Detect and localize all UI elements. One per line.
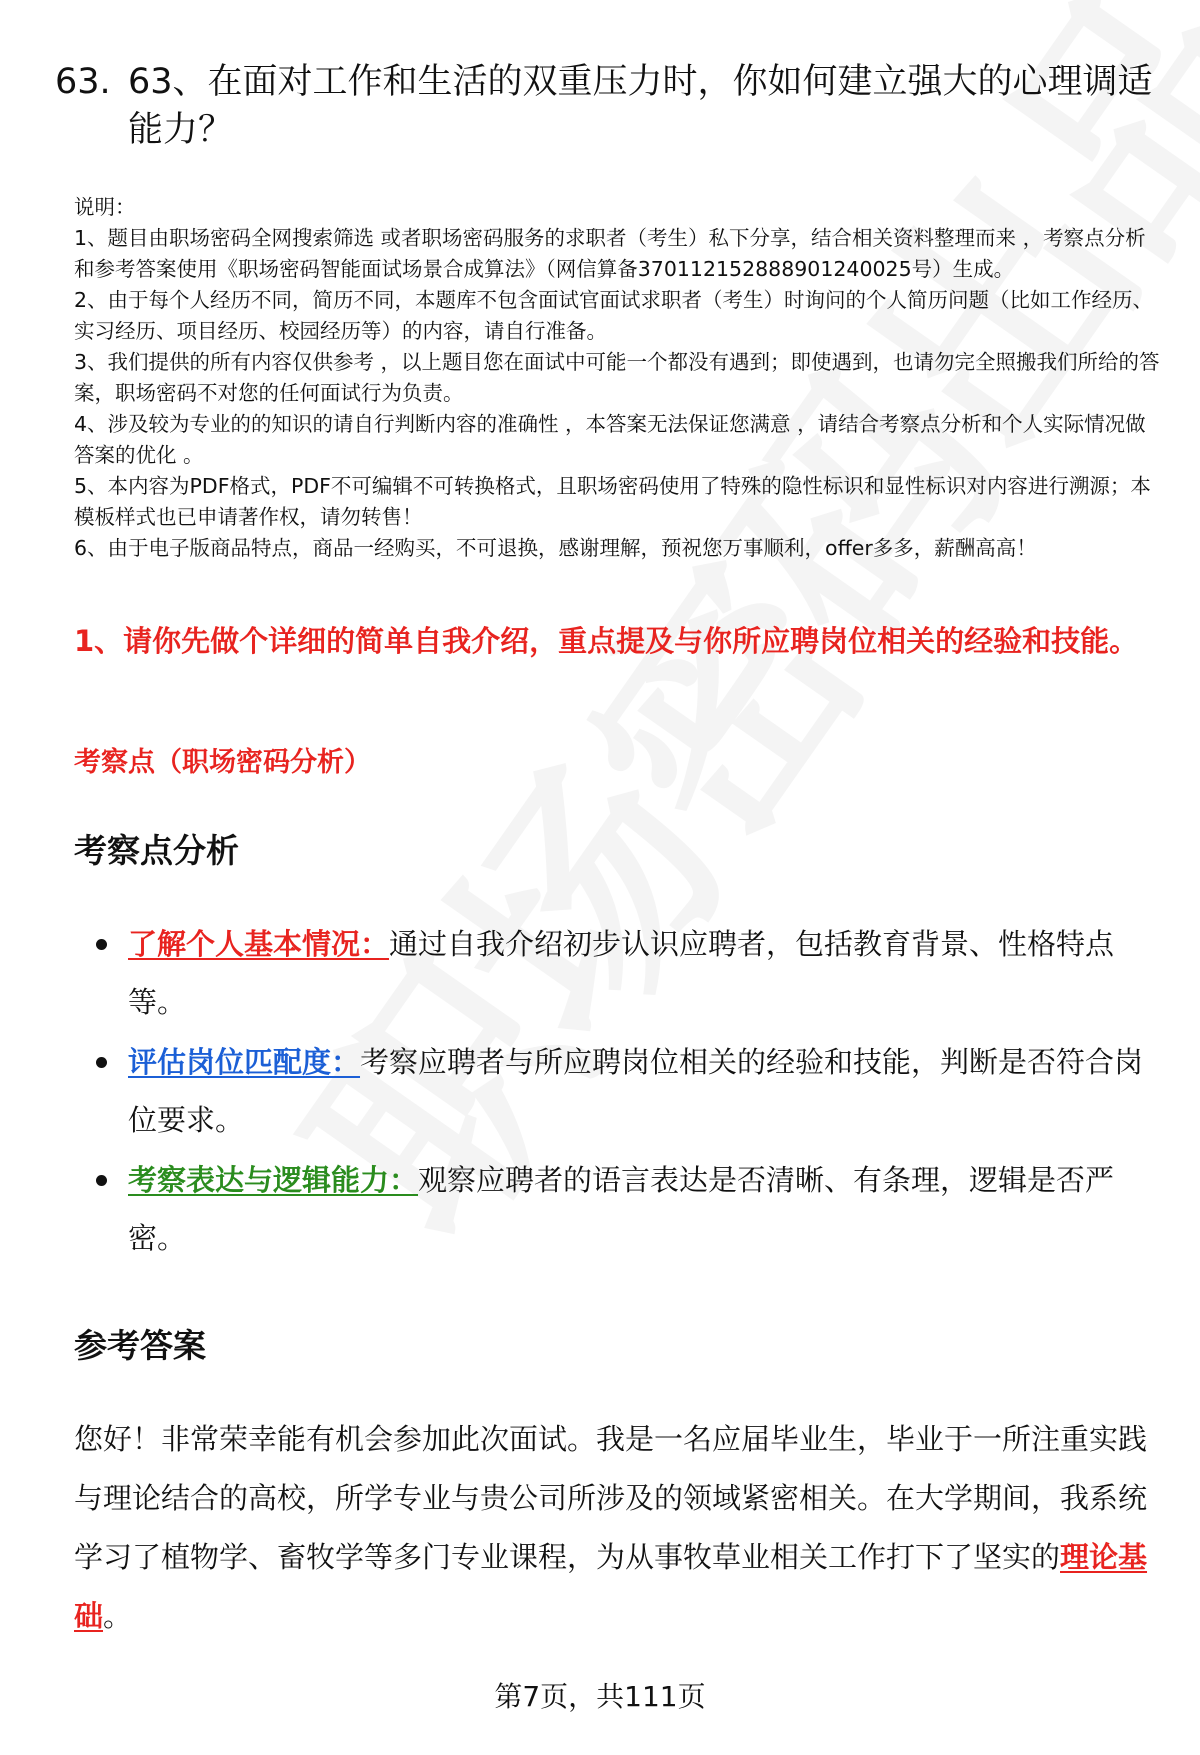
note-item: 4、涉及较为专业的的知识的请自行判断内容的准确性 ，本答案无法保证您满意 ，请结合考察点分析和个人实际情况做答案的优化 。 [74,412,1146,467]
answer-highlight: 理论基础 [74,1540,1148,1633]
answer-text: 您好！非常荣幸能有机会参加此次面试。我是一名应届毕业生，毕业于一所注重实践与理论结合的高校，所学专业与贵公司所涉及的领域紧密相关。在大学期间，我系统学习了植物学、畜牧学等多门专业课程，为从事牧草业相关工作打下了坚实的 [74,1422,1148,1574]
bullet-icon [96,1175,107,1186]
bullet-icon [96,1057,107,1068]
notes-section [74,192,1164,564]
analysis-item [96,1151,1146,1267]
note-item: 2、由于每个人经历不同，简历不同，本题库不包含面试官面试求职者（考生）时询问的个人简历问题（比如工作经历、实习经历、项目经历、校园经历等）的内容，请自行准备。 [74,288,1154,343]
answer-paragraph [74,1410,1149,1646]
question-text: 63、在面对工作和生活的双重压力时，你如何建立强大的心理调适能力？ [128,62,1153,150]
analysis-item [96,915,1146,1031]
analysis-heading: 考察点分析 [74,831,239,870]
kcd-label: 考察点（职场密码分析） [74,747,371,778]
analysis-item-text: 通过自我介绍初步认识应聘者，包括教育背景、性格特点等。 [128,927,1115,1019]
analysis-item-label: 了解个人基本情况： [128,927,390,961]
analysis-item-label: 评估岗位匹配度： [128,1045,361,1079]
answer-end: 。 [103,1599,133,1633]
page-footer: 第7页，共111页 [494,1680,706,1713]
note-item: 6、由于电子版商品特点，商品一经购买，不可退换，感谢理解，预祝您万事顺利，offer多多，薪酬高高！ [74,536,1037,560]
answer-heading: 参考答案 [74,1326,206,1365]
bullet-icon [96,939,107,950]
note-item: 3、我们提供的所有内容仅供参考 ，以上题目您在面试中可能一个都没有遇到；即使遇到，也请勿完全照搬我们所给的答案，职场密码不对您的任何面试行为负责。 [74,350,1160,405]
analysis-item-text: 观察应聘者的语言表达是否清晰、有条理，逻辑是否严密。 [128,1163,1115,1255]
analysis-item [96,1033,1146,1149]
analysis-item-text: 考察应聘者与所应聘岗位相关的经验和技能，判断是否符合岗位要求。 [128,1045,1144,1137]
question-number: 63. [55,62,111,102]
analysis-item-label: 考察表达与逻辑能力： [128,1163,419,1197]
sub-question: 1、请你先做个详细的简单自我介绍，重点提及与你所应聘岗位相关的经验和技能。 [74,624,1139,658]
notes-heading: 说明： [74,195,136,219]
note-item: 1、题目由职场密码全网搜索筛选 或者职场密码服务的求职者（考生）私下分享，结合相关资料整理而来 ，考察点分析和参考答案使用《职场密码智能面试场景合成算法》（网信算备370112152888901240025号）生成。 [74,226,1146,281]
analysis-list [96,915,1146,1269]
note-item: 5、本内容为PDF格式，PDF不可编辑不可转换格式，且职场密码使用了特殊的隐性标识和显性标识对内容进行溯源；本模板样式也已申请著作权，请勿转售！ [74,474,1151,529]
question-title [55,58,1165,154]
